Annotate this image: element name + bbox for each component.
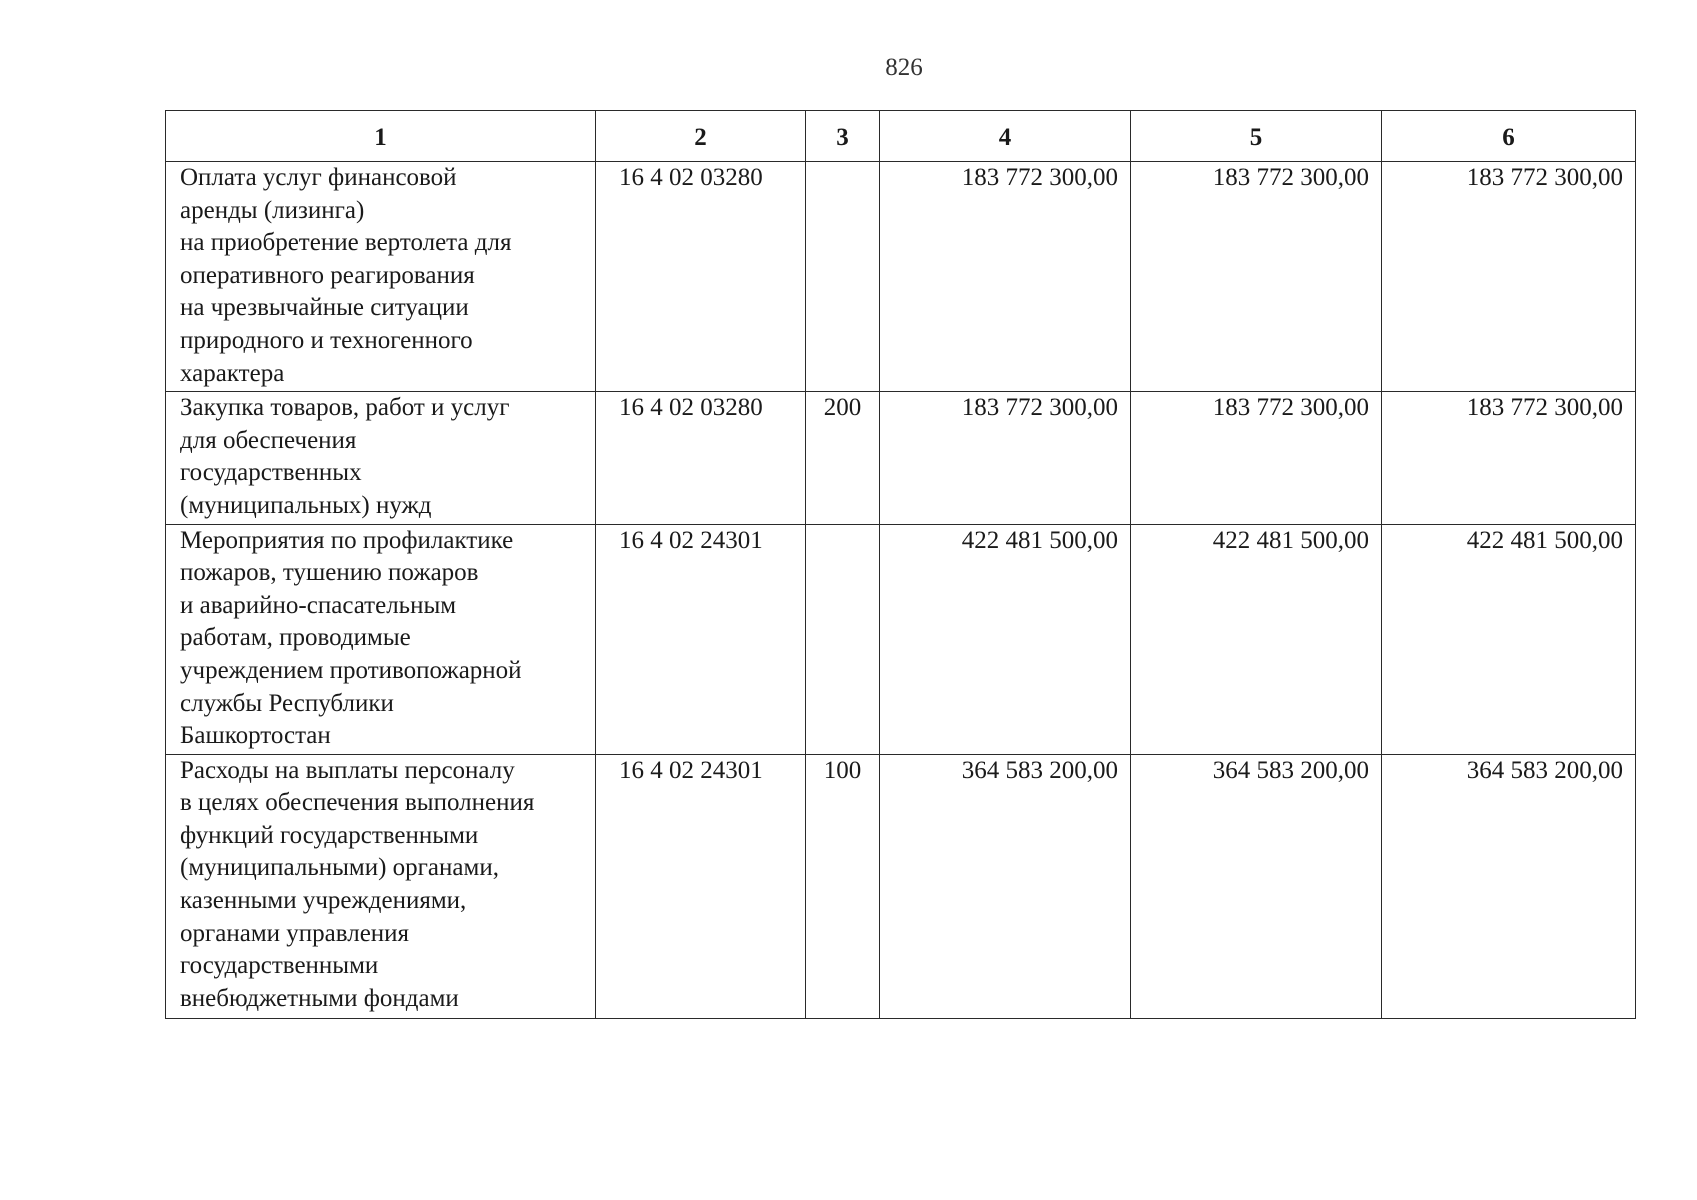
row-name-line: характера xyxy=(180,359,285,387)
header-row xyxy=(166,111,1636,162)
row-amount-4-cell: 422 481 500,00 xyxy=(880,524,1131,754)
row-type-cell xyxy=(806,524,880,754)
row-type-cell: 200 xyxy=(806,392,880,524)
row-code-cell: 16 4 02 24301 xyxy=(596,524,806,754)
row-name-line: казенными учреждениями, xyxy=(180,887,467,915)
header-col-2: 2 xyxy=(596,111,806,162)
row-amount-4-cell: 364 583 200,00 xyxy=(880,754,1131,1018)
header-col-6: 6 xyxy=(1382,111,1636,162)
row-name-line: Оплата услуг финансовой xyxy=(180,164,457,191)
row-name-line: Мероприятия по профилактике xyxy=(180,526,514,554)
row-name-line: и аварийно-спасательным xyxy=(180,591,457,619)
row-type-cell: 100 xyxy=(806,754,880,1018)
row-amount-5-cell: 183 772 300,00 xyxy=(1131,392,1382,524)
row-name-cell xyxy=(166,524,596,754)
row-name-line: учреждением противопожарной xyxy=(180,656,522,684)
row-name-line: в целях обеспечения выполнения xyxy=(180,789,535,817)
row-type-cell xyxy=(806,162,880,392)
row-name-line: государственных xyxy=(180,459,362,487)
header-col-4: 4 xyxy=(880,111,1131,162)
header-col-5: 5 xyxy=(1131,111,1382,162)
row-name-line: оперативного реагирования xyxy=(180,261,475,289)
row-name-line: внебюджетными фондами xyxy=(180,984,459,1012)
row-code-cell: 16 4 02 03280 xyxy=(596,162,806,392)
table-row xyxy=(166,162,1636,392)
row-name-line: службы Республики xyxy=(180,689,394,717)
row-name-line: (муниципальными) органами, xyxy=(180,854,499,882)
header-col-1: 1 xyxy=(166,111,596,162)
header-col-3: 3 xyxy=(806,111,880,162)
row-name-line: функций государственными xyxy=(180,821,479,849)
row-name-line: государственными xyxy=(180,952,379,980)
row-name-line: на приобретение вертолета для xyxy=(180,229,512,257)
budget-table xyxy=(165,110,1636,1019)
row-name-cell xyxy=(166,162,596,392)
row-name-line: аренды (лизинга) xyxy=(180,196,365,224)
row-name-line: (муниципальных) нужд xyxy=(180,491,432,519)
row-name-line: Расходы на выплаты персоналу xyxy=(180,756,515,784)
row-name-line: для обеспечения xyxy=(180,426,357,454)
row-name-line: работам, проводимые xyxy=(180,624,411,652)
row-amount-6-cell: 183 772 300,00 xyxy=(1382,392,1636,524)
row-name-line: пожаров, тушению пожаров xyxy=(180,559,479,587)
row-amount-6-cell: 183 772 300,00 xyxy=(1382,162,1636,392)
row-name-line: природного и техногенного xyxy=(180,326,473,354)
row-amount-6-cell: 364 583 200,00 xyxy=(1382,754,1636,1018)
row-name-cell xyxy=(166,754,596,1018)
row-amount-5-cell: 183 772 300,00 xyxy=(1131,162,1382,392)
table-body xyxy=(166,162,1636,1019)
page-number: 826 xyxy=(885,54,923,81)
row-amount-5-cell: 422 481 500,00 xyxy=(1131,524,1382,754)
row-amount-4-cell: 183 772 300,00 xyxy=(880,162,1131,392)
row-code-cell: 16 4 02 03280 xyxy=(596,392,806,524)
row-name-line: органами управления xyxy=(180,919,410,947)
row-code-cell: 16 4 02 24301 xyxy=(596,754,806,1018)
row-name-line: на чрезвычайные ситуации xyxy=(180,294,469,322)
table-header xyxy=(166,111,1636,162)
row-amount-4-cell: 183 772 300,00 xyxy=(880,392,1131,524)
table-row xyxy=(166,754,1636,1018)
row-amount-6-cell: 422 481 500,00 xyxy=(1382,524,1636,754)
row-name-cell xyxy=(166,392,596,524)
row-name-line: Закупка товаров, работ и услуг xyxy=(180,394,510,422)
row-name-line: Башкортостан xyxy=(180,722,331,750)
table-row xyxy=(166,524,1636,754)
row-amount-5-cell: 364 583 200,00 xyxy=(1131,754,1382,1018)
table-row xyxy=(166,392,1636,524)
